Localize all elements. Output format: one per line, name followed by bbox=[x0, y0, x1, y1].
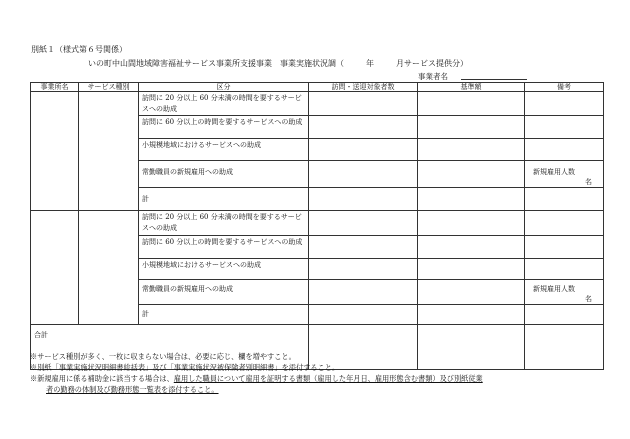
operator-name-line bbox=[461, 79, 527, 80]
standard-amount-cell[interactable] bbox=[418, 161, 525, 188]
target-count-cell[interactable] bbox=[309, 139, 418, 161]
header-target-count: 訪問・送迎対象者数 bbox=[309, 83, 418, 92]
standard-amount-cell[interactable] bbox=[418, 211, 525, 236]
category-cell: 訪問に 20 分以上 60 分未満の時間を要するサービスへの助成 bbox=[139, 92, 309, 116]
remarks-cell[interactable] bbox=[525, 116, 604, 139]
office-name-cell[interactable] bbox=[31, 92, 79, 211]
table-row bbox=[31, 211, 604, 236]
remarks-cell[interactable] bbox=[525, 188, 604, 211]
target-count-cell[interactable] bbox=[309, 259, 418, 280]
title-main: いの町中山間地域障害福祉サービス事業所支援事業 事業実施状況調（ bbox=[88, 59, 344, 68]
footnote-2: ※別紙「事業実施状況明細書総括表」及び「事業実施状況被保険者別明細書」を添付すること。 bbox=[30, 363, 340, 372]
target-count-cell[interactable] bbox=[309, 92, 418, 116]
footnotes bbox=[30, 351, 605, 395]
service-type-cell[interactable] bbox=[79, 92, 139, 211]
target-count-cell[interactable] bbox=[309, 305, 418, 325]
title-month-suffix: 月サービス提供分） bbox=[396, 59, 468, 68]
remarks-cell[interactable] bbox=[525, 92, 604, 116]
standard-amount-cell[interactable] bbox=[418, 116, 525, 139]
header-standard-amount: 基準額 bbox=[418, 83, 525, 92]
header-service-type: サービス種別 bbox=[79, 83, 139, 92]
target-count-cell[interactable] bbox=[309, 236, 418, 259]
table-header-row bbox=[31, 83, 604, 92]
category-cell: 訪問に 60 分以上の時間を要するサービスへの助成 bbox=[139, 236, 309, 259]
standard-amount-cell[interactable] bbox=[418, 188, 525, 211]
header-office-name: 事業所名 bbox=[31, 83, 79, 92]
remarks-new-hires-label: 新規雇用人数 bbox=[533, 168, 575, 176]
status-table bbox=[30, 82, 604, 370]
category-cell: 小規模地域におけるサービスへの助成 bbox=[139, 259, 309, 280]
footnote-3-underlined: 雇用した職員について雇用を証明する書類（雇用した年月日、雇用形態含む書類）及び別紙従業 bbox=[173, 374, 483, 383]
remarks-cell[interactable] bbox=[525, 259, 604, 280]
standard-amount-cell[interactable] bbox=[418, 236, 525, 259]
category-cell: 訪問に 60 分以上の時間を要するサービスへの助成 bbox=[139, 116, 309, 139]
operator-label: 事業者名 bbox=[418, 72, 448, 81]
standard-amount-cell[interactable] bbox=[418, 305, 525, 325]
office-name-cell[interactable] bbox=[31, 211, 79, 325]
remarks-cell[interactable] bbox=[525, 161, 604, 188]
standard-amount-cell[interactable] bbox=[418, 259, 525, 280]
remarks-cell[interactable] bbox=[525, 211, 604, 236]
footnote-1: ※サービス種別が多く、一枚に収まらない場合は、必要に応じ、欄を増やすこと。 bbox=[30, 352, 296, 361]
target-count-cell[interactable] bbox=[309, 280, 418, 305]
footnote-3 bbox=[30, 373, 605, 384]
standard-amount-cell[interactable] bbox=[418, 92, 525, 116]
subtotal-label: 計 bbox=[139, 305, 309, 325]
remarks-unit: 名 bbox=[585, 178, 592, 186]
target-count-cell[interactable] bbox=[309, 211, 418, 236]
footnote-3-continuation: 者の勤務の体制及び勤務形態一覧表を添付すること。 bbox=[46, 385, 219, 394]
document-title bbox=[88, 58, 468, 69]
title-year-suffix: 年 bbox=[366, 59, 374, 68]
category-cell: 小規模地域におけるサービスへの助成 bbox=[139, 139, 309, 161]
form-label: 別紙１（様式第６号関係） bbox=[31, 45, 127, 54]
remarks-cell[interactable] bbox=[525, 305, 604, 325]
remarks-cell[interactable] bbox=[525, 139, 604, 161]
category-cell: 訪問に 20 分以上 60 分未満の時間を要するサービスへの助成 bbox=[139, 211, 309, 236]
remarks-cell[interactable] bbox=[525, 280, 604, 305]
header-remarks: 備考 bbox=[525, 83, 604, 92]
target-count-cell[interactable] bbox=[309, 161, 418, 188]
table-row bbox=[31, 92, 604, 116]
standard-amount-cell[interactable] bbox=[418, 280, 525, 305]
operator-name-field bbox=[418, 71, 448, 82]
remarks-unit: 名 bbox=[585, 295, 592, 303]
header-category: 区分 bbox=[139, 83, 309, 92]
standard-amount-cell[interactable] bbox=[418, 139, 525, 161]
total-label: 合計 bbox=[31, 325, 309, 370]
target-count-cell[interactable] bbox=[309, 116, 418, 139]
category-cell: 常勤職員の新規雇用への助成 bbox=[139, 280, 309, 305]
remarks-cell[interactable] bbox=[525, 236, 604, 259]
category-cell: 常勤職員の新規雇用への助成 bbox=[139, 161, 309, 188]
service-type-cell[interactable] bbox=[79, 211, 139, 325]
target-count-cell[interactable] bbox=[309, 188, 418, 211]
remarks-new-hires-label: 新規雇用人数 bbox=[533, 285, 575, 293]
footnote-3-text: ※新規雇用に係る補助金に該当する場合は、 bbox=[30, 374, 174, 383]
subtotal-label: 計 bbox=[139, 188, 309, 211]
